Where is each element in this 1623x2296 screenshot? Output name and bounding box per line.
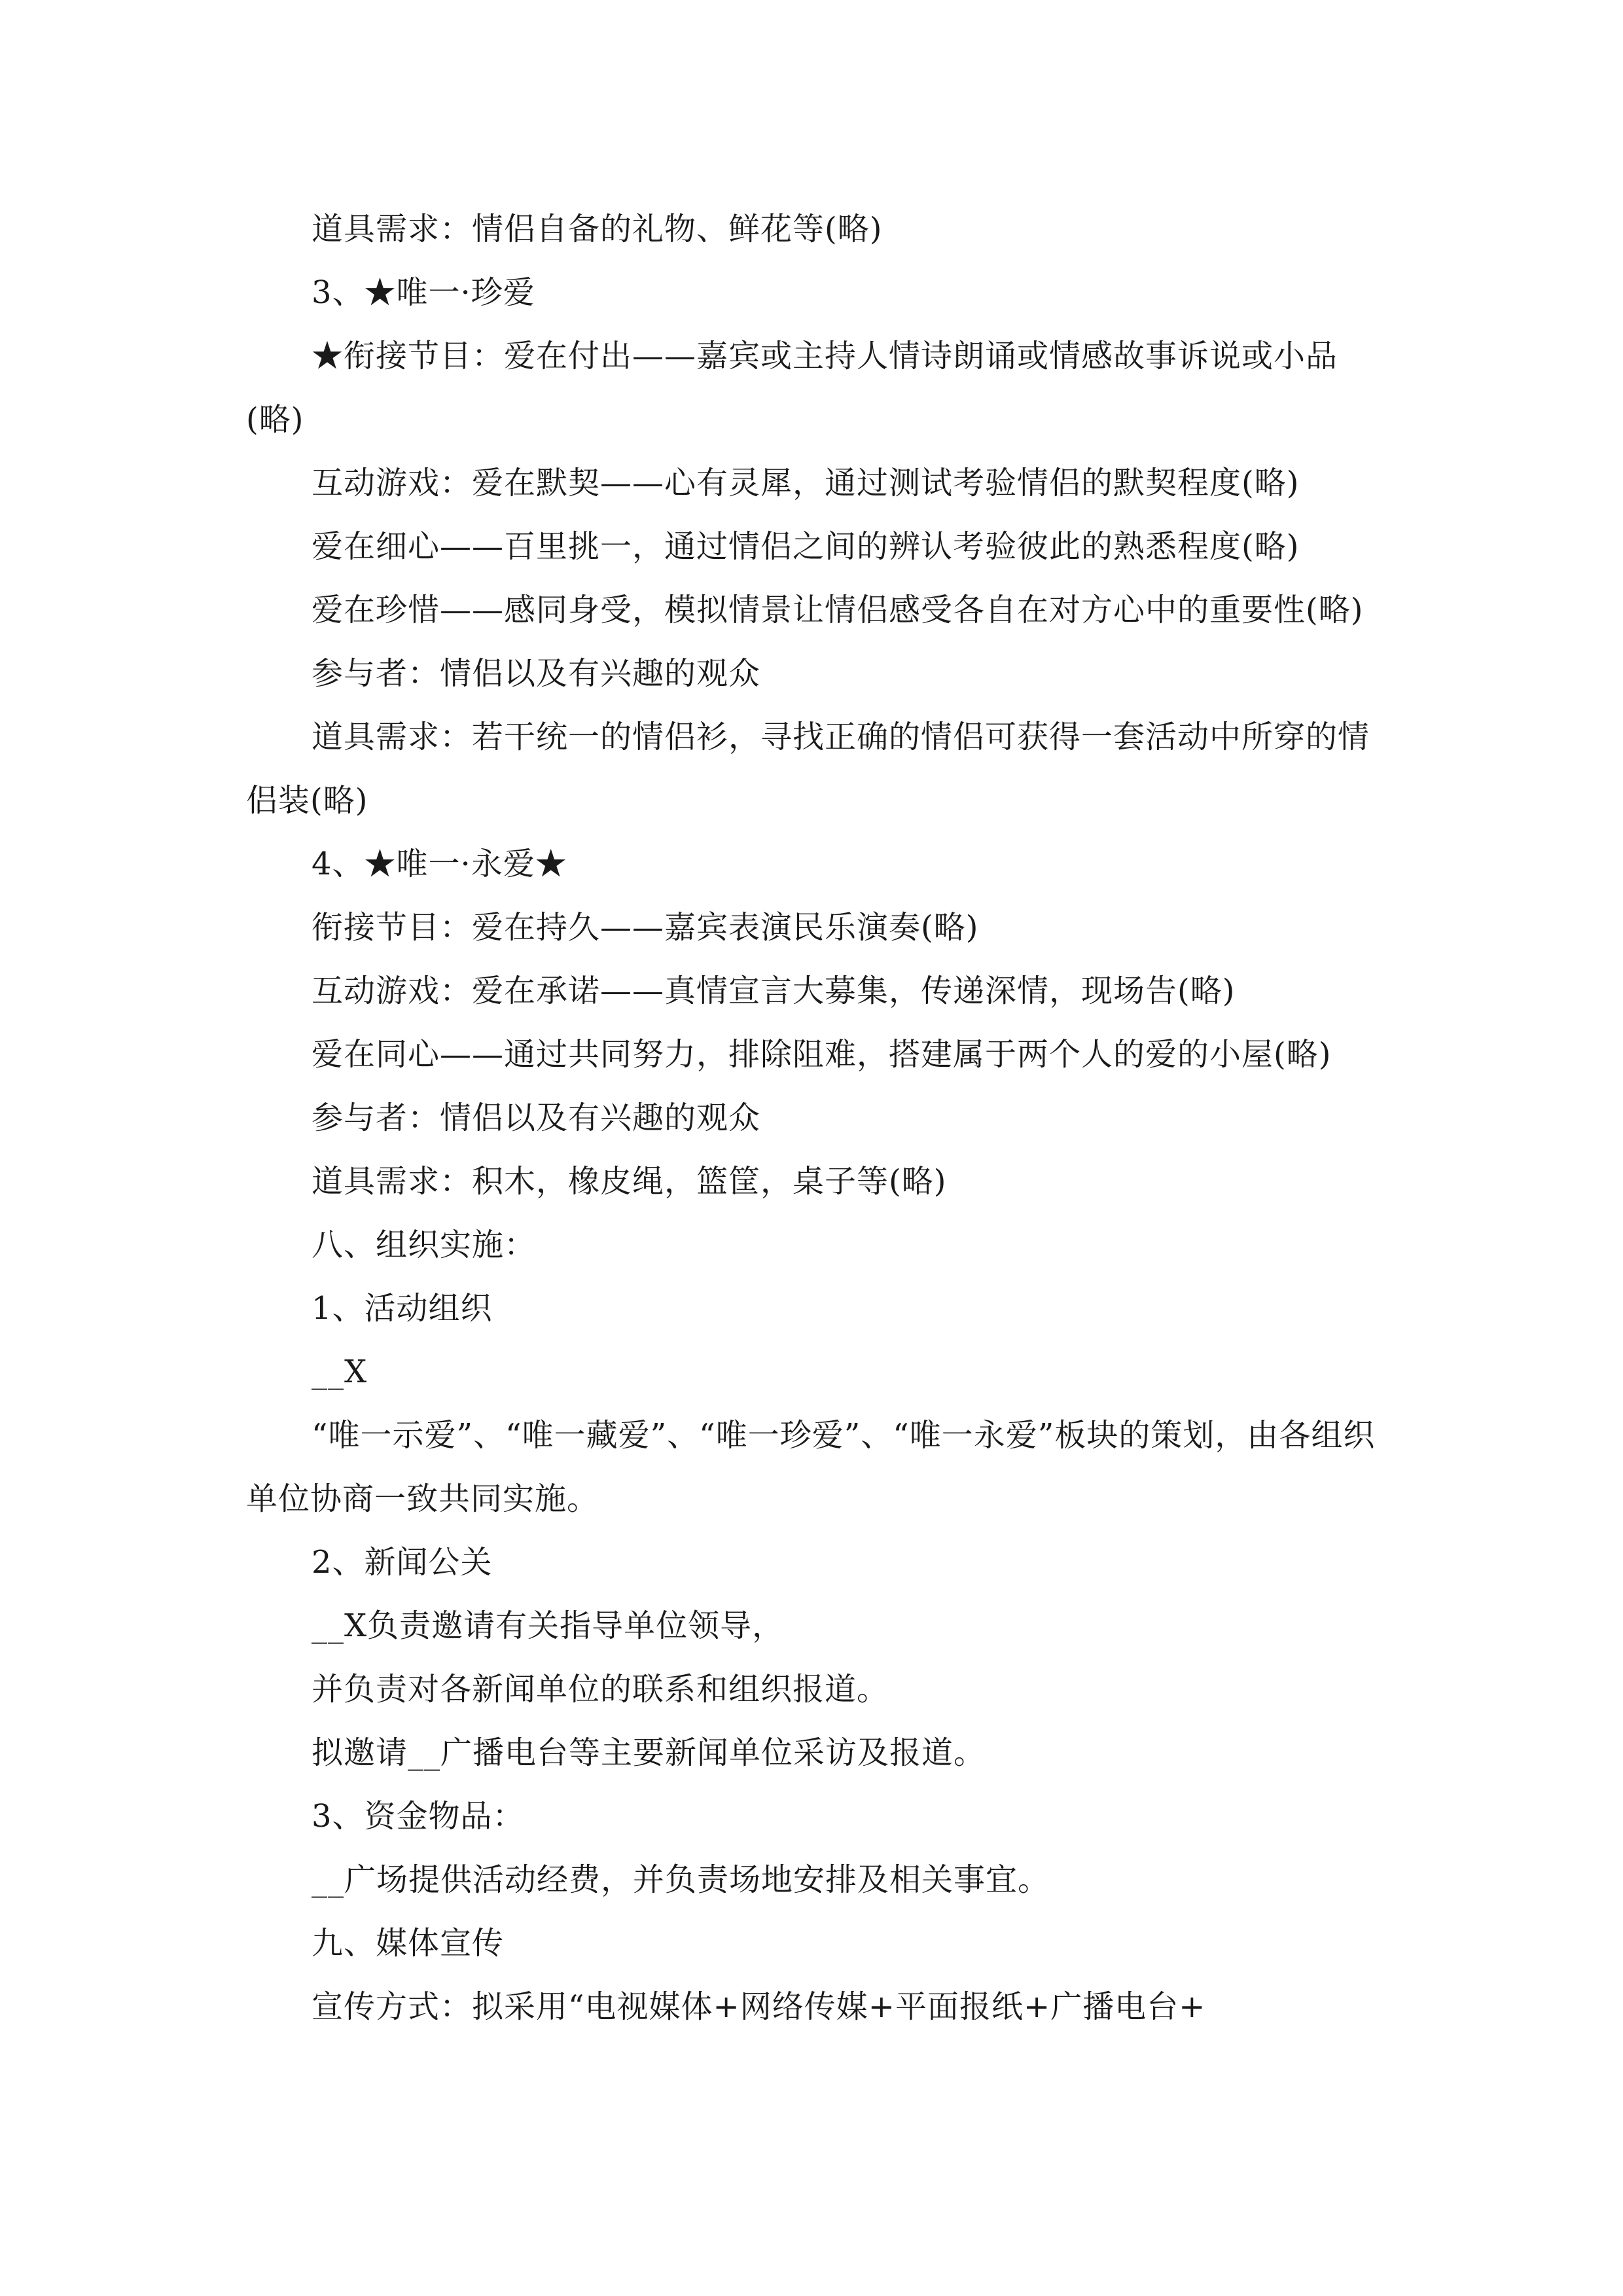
paragraph-link-program-2: 衔接节目：爱在持久——嘉宾表演民乐演奏(略) (312, 909, 979, 946)
document-body (246, 198, 1387, 2039)
heading-funds: 3、资金物品： (312, 1798, 525, 1835)
heading-activity-org: 1、活动组织 (312, 1290, 493, 1327)
paragraph-props-1: 道具需求：情侣自备的礼物、鲜花等(略) (312, 211, 883, 247)
paragraph-props-2: 道具需求：若干统一的情侣衫，寻找正确的情侣可获得一套活动中所穿的情侣装(略) (246, 719, 1370, 819)
paragraph-game-tacit: 互动游戏：爱在默契——心有灵犀，通过测试考验情侣的默契程度(略) (312, 465, 1300, 501)
heading-organization: 八、组织实施： (312, 1227, 537, 1263)
paragraph-invite-leaders: __X负责邀请有关指导单位领导， (312, 1607, 785, 1644)
heading-media: 九、媒体宣传 (312, 1925, 505, 1962)
paragraph-media-method: 宣传方式：拟采用“电视媒体+网络传媒+平面报纸+广播电台+ (312, 1988, 1206, 2025)
paragraph-game-treasure: 爱在珍惜——感同身受，模拟情景让情侣感受各自在对方心中的重要性(略) (312, 592, 1364, 628)
heading-eternal-love: 4、★唯一·永爱★ (312, 846, 567, 882)
paragraph-game-together: 爱在同心——通过共同努力，排除阻难，搭建属于两个人的爱的小屋(略) (312, 1036, 1332, 1073)
paragraph-game-careful: 爱在细心——百里挑一，通过情侣之间的辨认考验彼此的熟悉程度(略) (312, 528, 1300, 565)
heading-cherish: 3、★唯一·珍爱 (312, 274, 535, 311)
heading-pr: 2、新闻公关 (312, 1544, 493, 1581)
paragraph-invite-radio: 拟邀请__广播电台等主要新闻单位采访及报道。 (312, 1734, 986, 1771)
paragraph-props-3: 道具需求：积木，橡皮绳，篮筐，桌子等(略) (312, 1163, 947, 1200)
paragraph-funding: __广场提供活动经费，并负责场地安排及相关事宜。 (312, 1861, 1050, 1898)
paragraph-link-program-1: ★衔接节目：爱在付出——嘉宾或主持人情诗朗诵或情感故事诉说或小品(略) (246, 338, 1338, 438)
paragraph-participants-2: 参与者：情侣以及有兴趣的观众 (312, 1100, 761, 1136)
paragraph-placeholder-x: __X (312, 1354, 368, 1390)
paragraph-game-promise: 互动游戏：爱在承诺——真情宣言大募集，传递深情，现场告(略) (312, 973, 1236, 1009)
paragraph-planning: “唯一示爱”、“唯一藏爱”、“唯一珍爱”、“唯一永爱”板块的策划，由各组织单位协商一致共同实施。 (246, 1417, 1376, 1517)
paragraph-participants-1: 参与者：情侣以及有兴趣的观众 (312, 655, 761, 692)
paragraph-news-contact: 并负责对各新闻单位的联系和组织报道。 (312, 1671, 889, 1708)
